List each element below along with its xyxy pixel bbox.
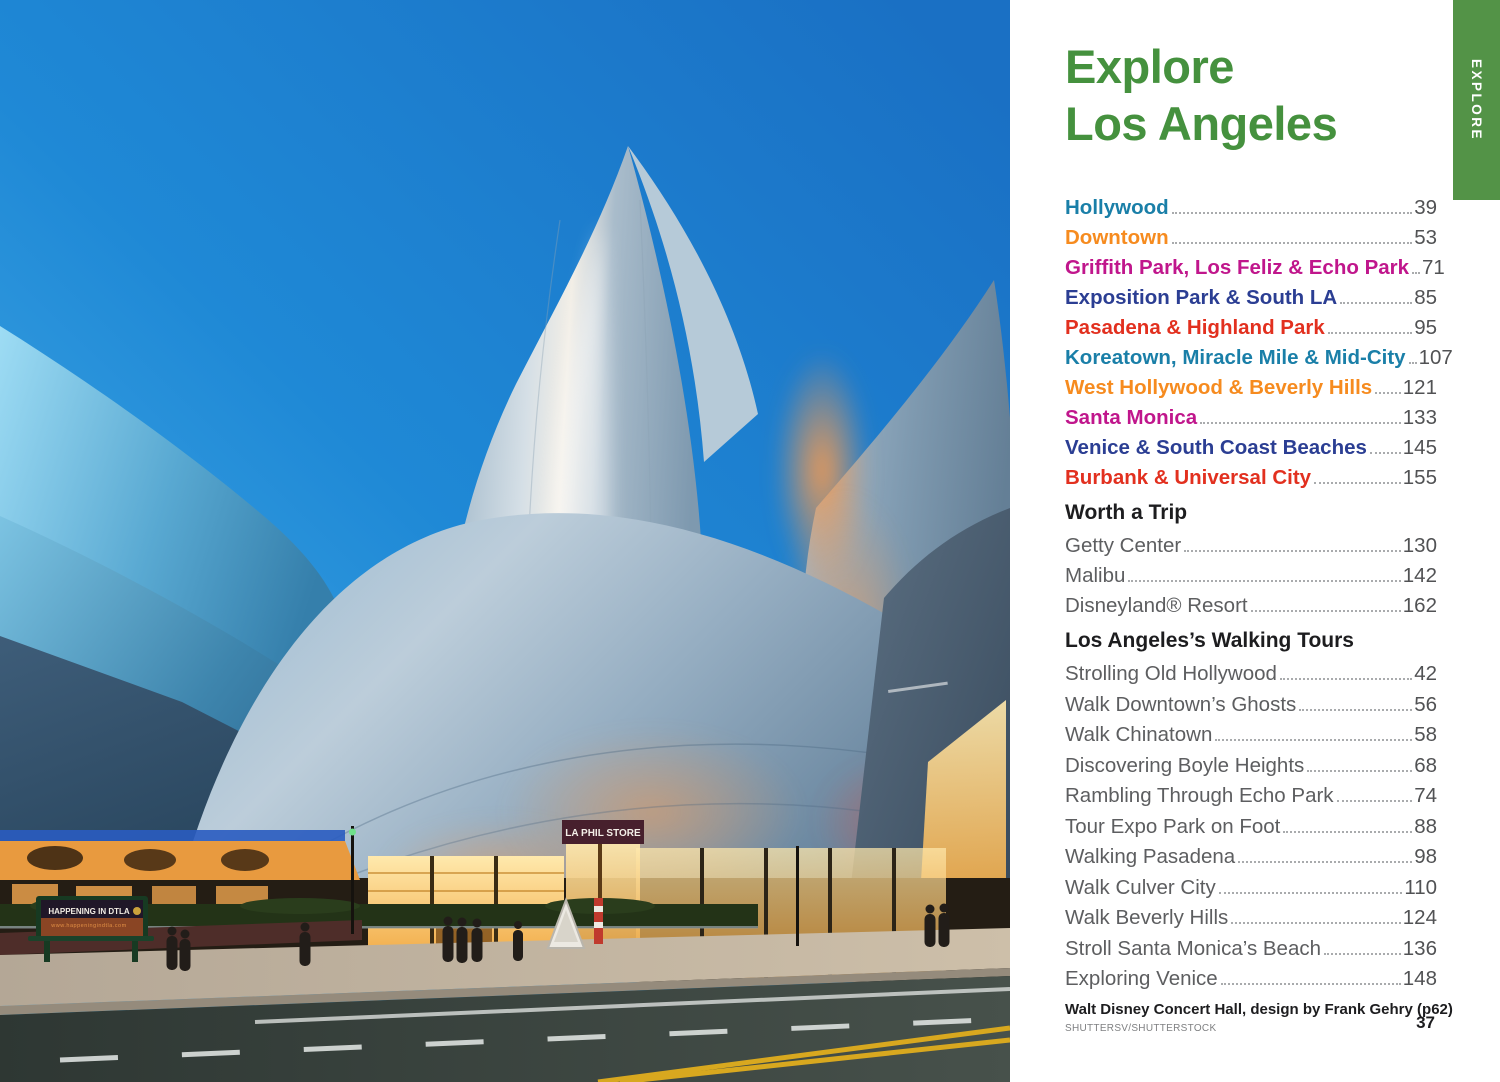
toc-row [1065, 686, 1437, 717]
toc-entry-page: 88 [1414, 814, 1437, 838]
dot-leader [1412, 272, 1420, 274]
dot-leader [1337, 800, 1413, 802]
street-pole [796, 846, 799, 946]
toc-row [1065, 220, 1437, 250]
toc-row [1065, 400, 1437, 430]
toc-entry-page: 85 [1414, 285, 1437, 309]
toc-entry-label: Santa Monica [1065, 405, 1198, 429]
toc-entry-page: 110 [1404, 875, 1437, 899]
toc-row [1065, 656, 1437, 687]
toc-row [1065, 340, 1453, 370]
toc-row [1065, 370, 1437, 400]
toc-row [1065, 588, 1437, 618]
dot-leader [1375, 392, 1401, 394]
toc-entry-label: Malibu [1065, 563, 1126, 587]
photo-credit: SHUTTERSV/SHUTTERSTOCK [1065, 1022, 1217, 1034]
dot-leader [1221, 983, 1401, 985]
toc-entry-label: Downtown [1065, 225, 1169, 249]
toc-row [1065, 778, 1437, 809]
toc-row [1065, 430, 1437, 460]
toc-entry-page: 124 [1402, 906, 1437, 930]
toc-entry-page: 142 [1402, 563, 1437, 587]
dot-leader [1370, 452, 1401, 454]
toc-entry-label: Walk Downtown’s Ghosts [1065, 692, 1297, 716]
toc-entry-label: Stroll Santa Monica’s Beach [1065, 936, 1322, 960]
bench-banner-url: www.happeningindtla.com [51, 923, 127, 929]
toc-entry-page: 133 [1402, 405, 1437, 429]
dot-leader [1172, 212, 1413, 214]
dot-leader [1128, 580, 1400, 582]
street-level [0, 920, 1010, 1082]
dot-leader [1200, 422, 1401, 424]
explore-side-tab [1453, 0, 1500, 200]
toc-entry-label: West Hollywood & Beverly Hills [1065, 375, 1373, 399]
toc-entry-page: 130 [1402, 533, 1437, 557]
page-title-line1: Explore [1065, 40, 1234, 93]
toc-entry-page: 42 [1414, 662, 1437, 686]
toc-entry-page: 95 [1414, 315, 1437, 339]
toc-entry-page: 107 [1418, 345, 1453, 369]
toc-row [1065, 747, 1437, 778]
dot-leader [1283, 831, 1412, 833]
toc-entry-label: Disneyland® Resort [1065, 593, 1248, 617]
page-number: 37 [1416, 1013, 1435, 1032]
toc-entry-label: Tour Expo Park on Foot [1065, 814, 1281, 838]
contents-column [1065, 0, 1453, 1082]
la-phil-store-sign-text: LA PHIL STORE [565, 828, 641, 839]
toc-entry-page: 39 [1414, 195, 1437, 219]
toc-entry-page: 136 [1402, 936, 1437, 960]
worth-a-trip-heading: Worth a Trip [1065, 500, 1188, 524]
la-phil-store-sign [562, 820, 644, 844]
dot-leader [1251, 610, 1401, 612]
toc-row [1065, 930, 1437, 961]
dot-leader [1340, 302, 1412, 304]
toc-entry-page: 98 [1414, 845, 1437, 869]
toc-entry-label: Walk Culver City [1065, 875, 1216, 899]
toc-row [1065, 310, 1437, 340]
toc-entry-page: 71 [1422, 255, 1445, 279]
dot-leader [1280, 678, 1412, 680]
dot-leader [1231, 922, 1401, 924]
toc-entry-page: 155 [1402, 465, 1437, 489]
dot-leader [1172, 242, 1413, 244]
toc-row [1065, 190, 1437, 220]
toc-entry-label: Exploring Venice [1065, 967, 1218, 991]
toc-row [1065, 808, 1437, 839]
dot-leader [1307, 770, 1412, 772]
toc-row [1065, 869, 1437, 900]
toc-entry-label: Burbank & Universal City [1065, 465, 1312, 489]
page-title [1065, 38, 1437, 153]
street-pole [351, 826, 354, 934]
toc-entry-label: Koreatown, Miracle Mile & Mid-City [1065, 345, 1406, 369]
dot-leader [1299, 709, 1412, 711]
toc-entry-label: Exposition Park & South LA [1065, 285, 1338, 309]
toc-entry-page: 56 [1414, 692, 1437, 716]
toc-entry-page: 162 [1402, 593, 1437, 617]
toc-row [1065, 528, 1437, 558]
toc-entry-label: Walk Chinatown [1065, 723, 1213, 747]
toc-row [1065, 558, 1437, 588]
dot-leader [1219, 892, 1403, 894]
toc-entry-label: Pasadena & Highland Park [1065, 315, 1325, 339]
toc-entry-label: Griffith Park, Los Feliz & Echo Park [1065, 255, 1410, 279]
toc-entry-label: Venice & South Coast Beaches [1065, 435, 1367, 459]
dot-leader [1328, 332, 1412, 334]
explore-side-tab-label: EXPLORE [1469, 58, 1484, 141]
toc-entry-label: Discovering Boyle Heights [1065, 753, 1305, 777]
walking-tours-heading: Los Angeles’s Walking Tours [1065, 628, 1354, 652]
toc-neighborhoods [1065, 190, 1453, 490]
dot-leader [1409, 362, 1417, 364]
dot-leader [1184, 550, 1401, 552]
photo-caption-title: Walt Disney Concert Hall, design by Frank Gehry (p62) [1065, 1001, 1453, 1018]
toc-entry-page: 121 [1402, 375, 1437, 399]
toc-walking-tours [1065, 656, 1437, 992]
photo-caption [1065, 1001, 1453, 1034]
dot-leader [1215, 739, 1412, 741]
toc-entry-label: Rambling Through Echo Park [1065, 784, 1334, 808]
toc-row [1065, 280, 1437, 310]
toc-entry-page: 145 [1402, 435, 1437, 459]
bench-banner-logo [133, 907, 141, 915]
toc-entry-page: 53 [1414, 225, 1437, 249]
toc-entry-page: 58 [1414, 723, 1437, 747]
toc-entry-page: 68 [1414, 753, 1437, 777]
toc-row [1065, 900, 1437, 931]
bench-banner-title: HAPPENING IN DTLA [48, 907, 130, 916]
toc-row [1065, 839, 1437, 870]
dot-leader [1314, 482, 1401, 484]
toc-entry-label: Getty Center [1065, 533, 1182, 557]
toc-worth-a-trip [1065, 528, 1437, 618]
toc-entry-page: 148 [1402, 967, 1437, 991]
dot-leader [1324, 953, 1401, 955]
toc-row [1065, 717, 1437, 748]
toc-entry-page: 74 [1414, 784, 1437, 808]
toc-entry-label: Strolling Old Hollywood [1065, 662, 1277, 686]
toc-row [1065, 250, 1445, 280]
page-title-line2: Los Angeles [1065, 97, 1338, 151]
toc-entry-label: Walk Beverly Hills [1065, 906, 1229, 930]
dot-leader [1238, 861, 1412, 863]
toc-row [1065, 460, 1437, 490]
toc-row [1065, 961, 1437, 992]
toc-entry-label: Walking Pasadena [1065, 845, 1236, 869]
toc-entry-label: Hollywood [1065, 195, 1169, 219]
